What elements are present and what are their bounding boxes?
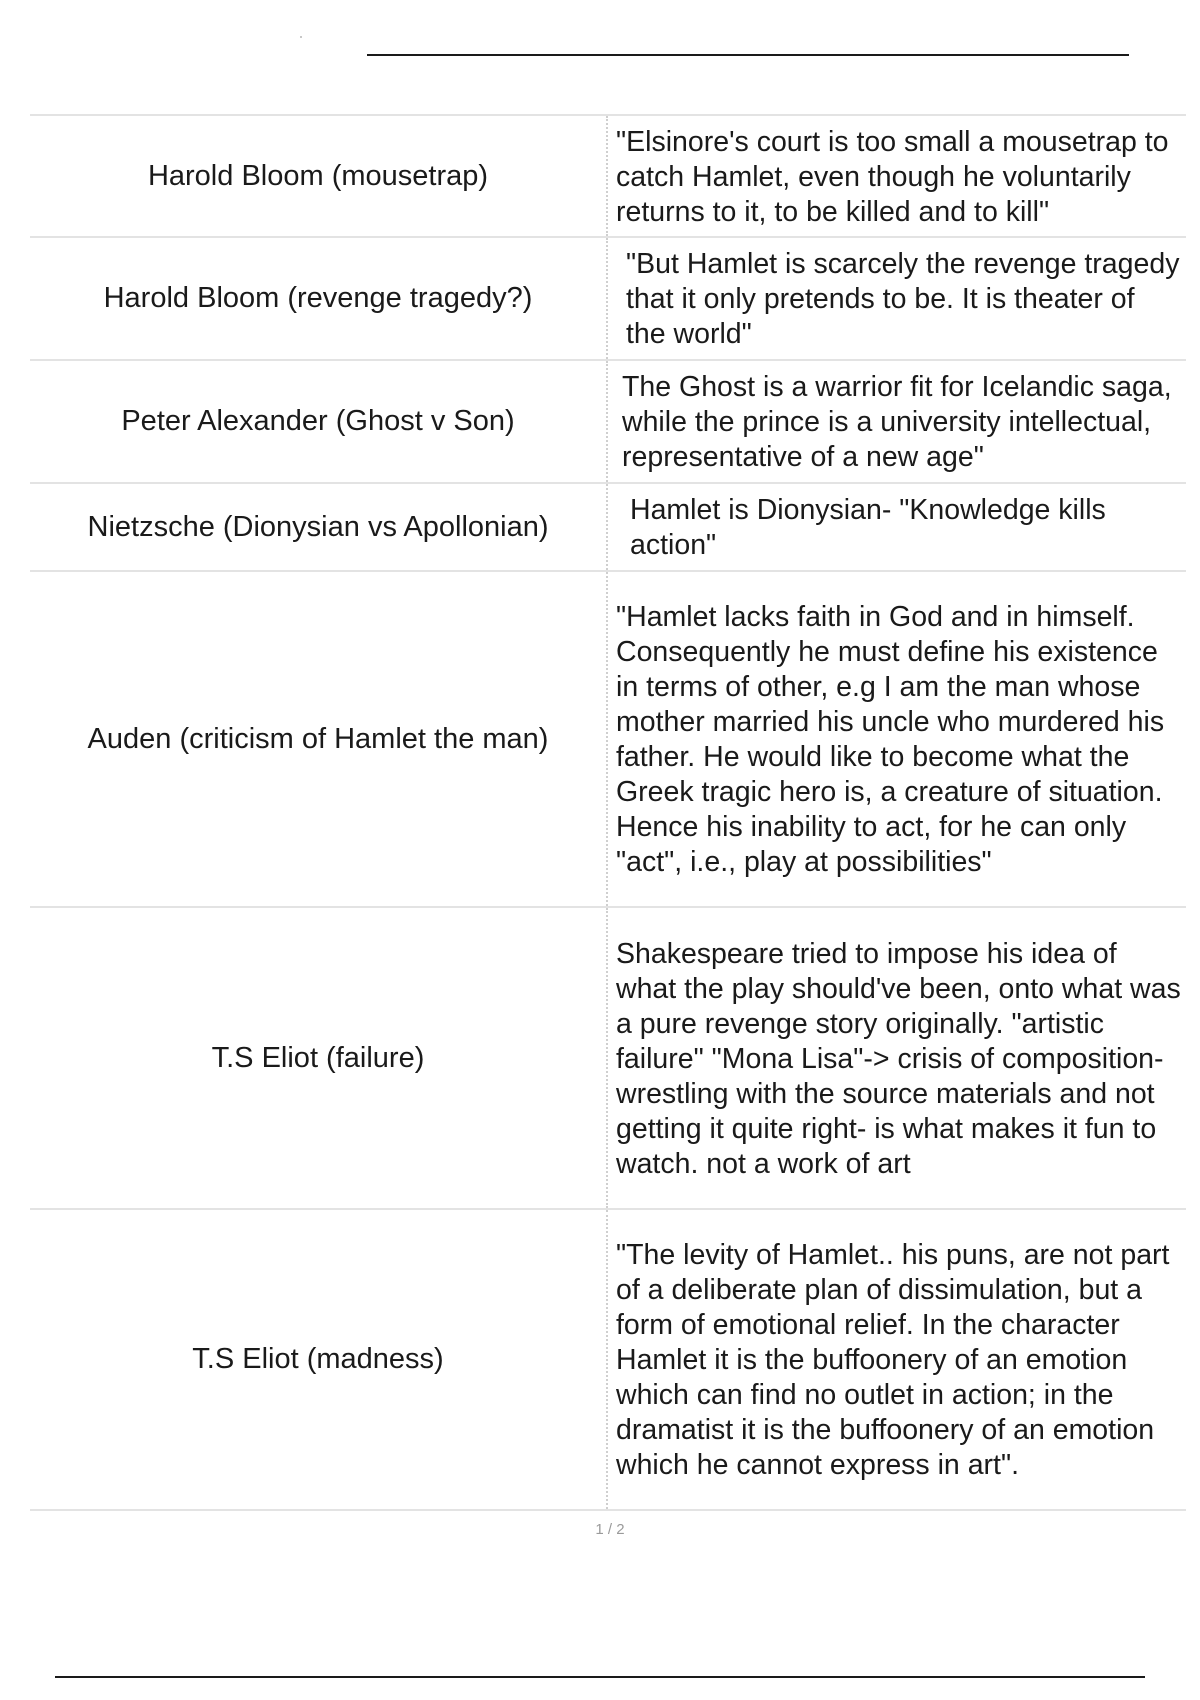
card-row — [30, 572, 1186, 908]
page-number: 1 / 2 — [595, 1521, 625, 1538]
card-row — [30, 908, 1186, 1210]
card-definition: The Ghost is a warrior fit for Icelandic saga, while the prince is a university intellectual, representative of a new age" — [606, 361, 1186, 482]
card-row — [30, 116, 1186, 238]
card-term: Peter Alexander (Ghost v Son) — [121, 405, 515, 437]
header-name-line — [367, 54, 1129, 56]
card-term: Harold Bloom (mousetrap) — [147, 159, 489, 192]
card-row — [30, 484, 1186, 572]
card-row — [30, 361, 1186, 484]
card-definition: "The levity of Hamlet.. his puns, are not part of a deliberate plan of dissimulation, but a form of emotional relief. In the character Hamlet it is the buffoonery of an emotion which can find no outlet in action; in the dramatist it is the buffoonery of an emotion which he cannot express in art". — [606, 1210, 1186, 1509]
card-definition: "But Hamlet is scarcely the revenge tragedy that it only pretends to be. It is theater of the world" — [606, 238, 1186, 359]
card-definition: Hamlet is Dionysian- "Knowledge kills action" — [606, 484, 1186, 570]
card-row — [30, 238, 1186, 361]
flashcard-table — [30, 114, 1186, 1511]
footer-line — [55, 1676, 1145, 1678]
card-definition: Shakespeare tried to impose his idea of what the play should've been, onto what was a pure revenge story originally. "artistic failure" "Mona Lisa"-> crisis of composition- wrestling with the source materials and not getting it quite right- is what makes it fun to watch. not a work of art — [606, 908, 1186, 1208]
card-definition: "Hamlet lacks faith in God and in himself. Consequently he must define his existence in terms of other, e.g I am the man whose mother married his uncle who murdered his father. He would like to become what the Greek tragic hero is, a creature of situation. Hence his inability to act, for he can only "act", i.e., play at possibilities" — [606, 572, 1186, 906]
card-term: Harold Bloom (revenge tragedy?) — [103, 282, 533, 314]
page-speck — [300, 36, 302, 38]
card-term: T.S Eliot (failure) — [211, 1041, 425, 1074]
card-definition: "Elsinore's court is too small a mousetrap to catch Hamlet, even though he voluntarily returns to it, to be killed and to kill" — [606, 116, 1186, 236]
card-row — [30, 1210, 1186, 1511]
card-term: Auden (criticism of Hamlet the man) — [87, 722, 549, 755]
card-term: T.S Eliot (madness) — [192, 1343, 444, 1375]
card-term: Nietzsche (Dionysian vs Apollonian) — [87, 510, 549, 543]
